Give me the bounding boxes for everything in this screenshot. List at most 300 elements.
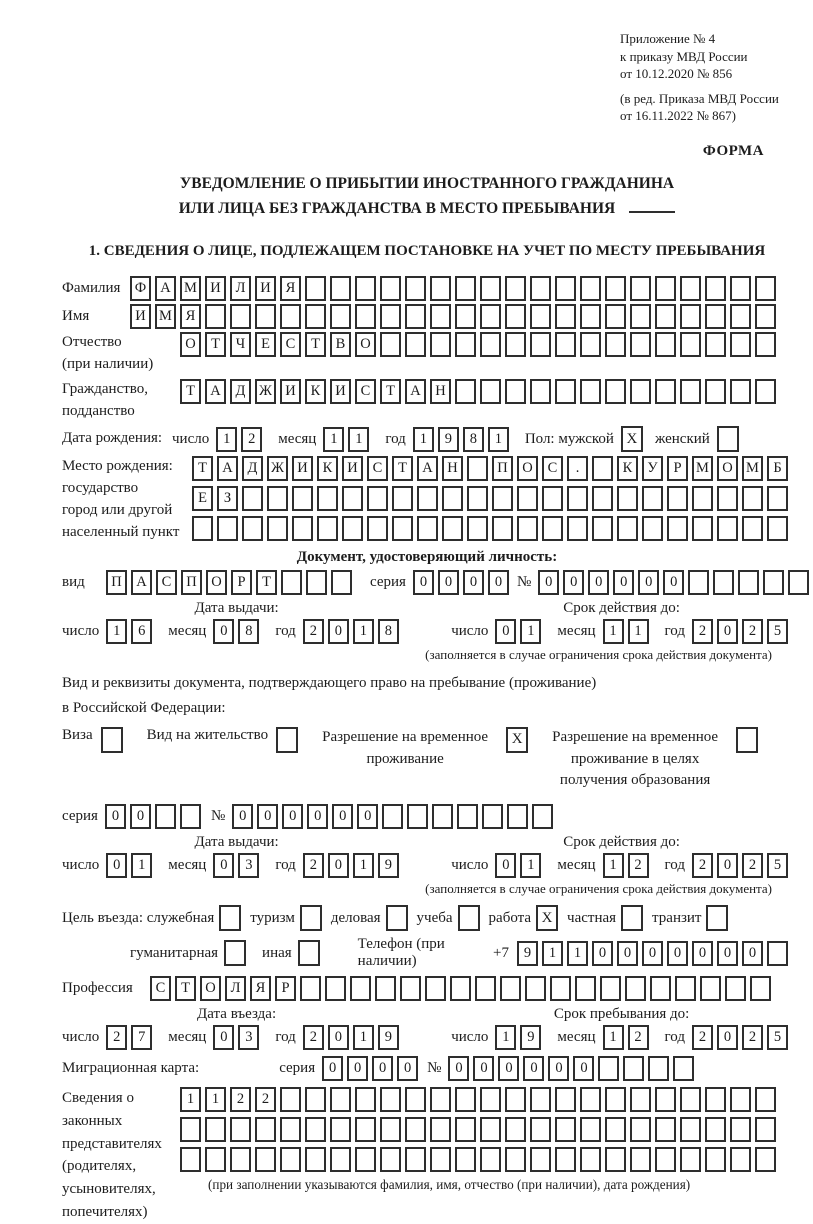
char-box[interactable] (400, 976, 421, 1001)
char-box[interactable] (605, 1087, 626, 1112)
char-box[interactable] (675, 976, 696, 1001)
char-box[interactable] (767, 516, 788, 541)
char-box[interactable] (642, 486, 663, 511)
char-box[interactable] (680, 304, 701, 329)
permit-valid-day-boxes[interactable] (495, 853, 545, 878)
char-box[interactable]: Д (242, 456, 263, 481)
char-box[interactable] (648, 1056, 669, 1081)
char-box[interactable] (480, 1117, 501, 1142)
stay-day-boxes[interactable] (495, 1025, 545, 1050)
char-box[interactable] (330, 1087, 351, 1112)
char-box[interactable]: 1 (353, 619, 374, 644)
char-box[interactable] (267, 486, 288, 511)
char-box[interactable] (755, 332, 776, 357)
char-box[interactable]: П (106, 570, 127, 595)
char-box[interactable]: 2 (692, 853, 713, 878)
char-box[interactable]: 5 (767, 619, 788, 644)
char-box[interactable] (417, 516, 438, 541)
char-box[interactable]: П (181, 570, 202, 595)
char-box[interactable] (205, 1147, 226, 1172)
char-box[interactable] (605, 332, 626, 357)
char-box[interactable] (730, 379, 751, 404)
char-box[interactable] (382, 804, 403, 829)
char-box[interactable] (330, 1117, 351, 1142)
doc-issue-day-boxes[interactable] (106, 619, 156, 644)
char-box[interactable]: Н (442, 456, 463, 481)
char-box[interactable] (405, 1147, 426, 1172)
char-box[interactable] (550, 976, 571, 1001)
char-box[interactable]: 8 (378, 619, 399, 644)
char-box[interactable]: 0 (106, 853, 127, 878)
char-box[interactable] (405, 276, 426, 301)
char-box[interactable]: 0 (130, 804, 151, 829)
char-box[interactable]: 8 (238, 619, 259, 644)
char-box[interactable] (742, 516, 763, 541)
char-box[interactable]: 0 (642, 941, 663, 966)
char-box[interactable]: И (342, 456, 363, 481)
char-box[interactable] (367, 486, 388, 511)
char-box[interactable]: Т (380, 379, 401, 404)
char-box[interactable] (417, 486, 438, 511)
char-box[interactable]: 2 (241, 427, 262, 452)
char-box[interactable]: М (180, 276, 201, 301)
char-box[interactable] (742, 486, 763, 511)
char-box[interactable]: 1 (520, 853, 541, 878)
char-box[interactable]: 9 (520, 1025, 541, 1050)
char-box[interactable]: 0 (717, 619, 738, 644)
char-box[interactable] (673, 1056, 694, 1081)
char-box[interactable] (755, 379, 776, 404)
char-box[interactable] (532, 804, 553, 829)
purpose-business-checkbox[interactable] (386, 905, 408, 931)
char-box[interactable] (457, 804, 478, 829)
char-box[interactable] (355, 1087, 376, 1112)
char-box[interactable] (555, 1117, 576, 1142)
char-box[interactable] (380, 1147, 401, 1172)
char-box[interactable] (280, 1087, 301, 1112)
char-box[interactable]: 1 (180, 1087, 201, 1112)
char-box[interactable] (380, 1117, 401, 1142)
char-box[interactable] (425, 976, 446, 1001)
char-box[interactable] (405, 332, 426, 357)
char-box[interactable] (480, 379, 501, 404)
char-box[interactable] (467, 516, 488, 541)
char-box[interactable] (292, 516, 313, 541)
char-box[interactable]: О (517, 456, 538, 481)
char-box[interactable]: 0 (573, 1056, 594, 1081)
char-box[interactable] (580, 1147, 601, 1172)
char-box[interactable]: 1 (520, 619, 541, 644)
char-box[interactable] (480, 276, 501, 301)
char-box[interactable]: 0 (717, 1025, 738, 1050)
birth-year-boxes[interactable] (413, 427, 513, 452)
char-box[interactable] (592, 516, 613, 541)
char-box[interactable] (492, 486, 513, 511)
char-box[interactable]: Т (180, 379, 201, 404)
char-box[interactable] (625, 976, 646, 1001)
char-box[interactable]: 0 (213, 619, 234, 644)
char-box[interactable]: 0 (413, 570, 434, 595)
permit-valid-year-boxes[interactable] (692, 853, 792, 878)
char-box[interactable]: 9 (517, 941, 538, 966)
char-box[interactable] (605, 379, 626, 404)
char-box[interactable]: 0 (397, 1056, 418, 1081)
char-box[interactable] (380, 276, 401, 301)
char-box[interactable] (700, 976, 721, 1001)
char-box[interactable]: 0 (717, 853, 738, 878)
char-box[interactable]: И (330, 379, 351, 404)
char-box[interactable] (592, 486, 613, 511)
char-box[interactable] (355, 1117, 376, 1142)
profession-boxes[interactable] (150, 976, 775, 1001)
char-box[interactable]: К (617, 456, 638, 481)
char-box[interactable] (730, 1147, 751, 1172)
char-box[interactable]: 2 (742, 853, 763, 878)
char-box[interactable] (255, 304, 276, 329)
char-box[interactable] (575, 976, 596, 1001)
char-box[interactable]: . (567, 456, 588, 481)
char-box[interactable] (482, 804, 503, 829)
char-box[interactable] (305, 1087, 326, 1112)
permit-issue-day-boxes[interactable] (106, 853, 156, 878)
char-box[interactable]: 1 (353, 853, 374, 878)
char-box[interactable]: 0 (213, 1025, 234, 1050)
char-box[interactable] (517, 486, 538, 511)
char-box[interactable] (355, 304, 376, 329)
char-box[interactable]: 1 (216, 427, 237, 452)
char-box[interactable] (580, 276, 601, 301)
char-box[interactable] (525, 976, 546, 1001)
char-box[interactable]: С (150, 976, 171, 1001)
char-box[interactable]: 0 (372, 1056, 393, 1081)
char-box[interactable] (542, 516, 563, 541)
char-box[interactable] (655, 1117, 676, 1142)
char-box[interactable]: 7 (131, 1025, 152, 1050)
char-box[interactable] (530, 276, 551, 301)
char-box[interactable] (505, 276, 526, 301)
residence-permit-checkbox[interactable] (276, 727, 298, 753)
char-box[interactable]: 0 (717, 941, 738, 966)
char-box[interactable]: А (155, 276, 176, 301)
char-box[interactable] (630, 1147, 651, 1172)
char-box[interactable]: 0 (438, 570, 459, 595)
char-box[interactable]: 2 (628, 1025, 649, 1050)
permit-series-boxes[interactable] (105, 804, 205, 829)
char-box[interactable]: 0 (488, 570, 509, 595)
char-box[interactable]: О (355, 332, 376, 357)
char-box[interactable] (530, 379, 551, 404)
char-box[interactable]: 2 (628, 853, 649, 878)
char-box[interactable]: Ж (267, 456, 288, 481)
char-box[interactable] (730, 1117, 751, 1142)
purpose-tourism-checkbox[interactable] (300, 905, 322, 931)
char-box[interactable] (713, 570, 734, 595)
char-box[interactable] (642, 516, 663, 541)
citizenship-boxes[interactable] (180, 379, 780, 404)
char-box[interactable]: 0 (663, 570, 684, 595)
char-box[interactable] (692, 516, 713, 541)
char-box[interactable]: 6 (131, 619, 152, 644)
doc-valid-year-boxes[interactable] (692, 619, 792, 644)
char-box[interactable] (530, 332, 551, 357)
char-box[interactable] (355, 1147, 376, 1172)
char-box[interactable] (325, 976, 346, 1001)
char-box[interactable] (380, 1087, 401, 1112)
char-box[interactable] (755, 276, 776, 301)
representatives-boxes-1[interactable] (180, 1087, 780, 1112)
char-box[interactable] (430, 332, 451, 357)
char-box[interactable] (567, 516, 588, 541)
char-box[interactable] (617, 486, 638, 511)
birth-month-boxes[interactable] (323, 427, 373, 452)
char-box[interactable]: 1 (628, 619, 649, 644)
purpose-work-checkbox[interactable]: X (536, 905, 558, 931)
char-box[interactable] (788, 570, 809, 595)
char-box[interactable] (430, 1117, 451, 1142)
char-box[interactable] (392, 486, 413, 511)
char-box[interactable] (180, 804, 201, 829)
char-box[interactable] (330, 276, 351, 301)
char-box[interactable]: Т (305, 332, 326, 357)
char-box[interactable] (655, 1147, 676, 1172)
char-box[interactable]: Я (180, 304, 201, 329)
char-box[interactable]: 1 (542, 941, 563, 966)
char-box[interactable]: Д (230, 379, 251, 404)
char-box[interactable] (655, 379, 676, 404)
permit-valid-month-boxes[interactable] (603, 853, 653, 878)
char-box[interactable] (242, 486, 263, 511)
char-box[interactable]: 5 (767, 1025, 788, 1050)
char-box[interactable]: М (742, 456, 763, 481)
char-box[interactable]: М (692, 456, 713, 481)
char-box[interactable]: 3 (238, 853, 259, 878)
char-box[interactable]: 1 (106, 619, 127, 644)
char-box[interactable] (750, 976, 771, 1001)
char-box[interactable]: П (492, 456, 513, 481)
char-box[interactable] (655, 304, 676, 329)
char-box[interactable] (705, 276, 726, 301)
char-box[interactable] (455, 1147, 476, 1172)
char-box[interactable]: 0 (448, 1056, 469, 1081)
char-box[interactable] (255, 1147, 276, 1172)
doc-valid-day-boxes[interactable] (495, 619, 545, 644)
char-box[interactable]: 0 (588, 570, 609, 595)
char-box[interactable] (480, 332, 501, 357)
char-box[interactable]: 0 (495, 853, 516, 878)
char-box[interactable] (605, 1117, 626, 1142)
char-box[interactable]: 0 (328, 619, 349, 644)
char-box[interactable]: О (717, 456, 738, 481)
char-box[interactable] (155, 804, 176, 829)
char-box[interactable]: О (206, 570, 227, 595)
char-box[interactable]: 0 (307, 804, 328, 829)
migcard-series-boxes[interactable] (322, 1056, 422, 1081)
char-box[interactable]: Е (192, 486, 213, 511)
char-box[interactable]: 0 (638, 570, 659, 595)
char-box[interactable] (281, 570, 302, 595)
char-box[interactable] (405, 1087, 426, 1112)
char-box[interactable] (755, 1147, 776, 1172)
phone-boxes[interactable] (517, 941, 792, 966)
representatives-boxes-2[interactable] (180, 1117, 780, 1142)
char-box[interactable] (430, 1087, 451, 1112)
char-box[interactable]: Ж (255, 379, 276, 404)
char-box[interactable] (292, 486, 313, 511)
stay-year-boxes[interactable] (692, 1025, 792, 1050)
char-box[interactable] (767, 486, 788, 511)
char-box[interactable]: 0 (498, 1056, 519, 1081)
char-box[interactable]: 0 (328, 853, 349, 878)
doc-kind-boxes[interactable] (106, 570, 356, 595)
char-box[interactable]: Ч (230, 332, 251, 357)
doc-number-boxes[interactable] (538, 570, 813, 595)
char-box[interactable] (763, 570, 784, 595)
char-box[interactable] (330, 304, 351, 329)
char-box[interactable] (530, 1117, 551, 1142)
char-box[interactable] (650, 976, 671, 1001)
char-box[interactable]: 2 (303, 619, 324, 644)
birthplace-boxes-2[interactable] (192, 486, 792, 511)
char-box[interactable] (505, 1117, 526, 1142)
char-box[interactable] (630, 379, 651, 404)
char-box[interactable] (755, 1087, 776, 1112)
char-box[interactable] (592, 456, 613, 481)
char-box[interactable] (667, 486, 688, 511)
char-box[interactable] (455, 332, 476, 357)
char-box[interactable] (705, 332, 726, 357)
char-box[interactable]: 2 (692, 619, 713, 644)
char-box[interactable]: 0 (495, 619, 516, 644)
char-box[interactable]: 0 (473, 1056, 494, 1081)
doc-issue-month-boxes[interactable] (213, 619, 263, 644)
char-box[interactable] (342, 516, 363, 541)
char-box[interactable] (692, 486, 713, 511)
char-box[interactable] (580, 379, 601, 404)
char-box[interactable]: 0 (213, 853, 234, 878)
char-box[interactable]: 0 (463, 570, 484, 595)
char-box[interactable] (705, 1117, 726, 1142)
char-box[interactable] (280, 304, 301, 329)
entry-day-boxes[interactable] (106, 1025, 156, 1050)
char-box[interactable] (630, 1087, 651, 1112)
char-box[interactable] (505, 379, 526, 404)
char-box[interactable] (505, 1087, 526, 1112)
char-box[interactable]: Я (280, 276, 301, 301)
char-box[interactable]: А (205, 379, 226, 404)
char-box[interactable] (688, 570, 709, 595)
char-box[interactable]: И (280, 379, 301, 404)
sex-male-checkbox[interactable]: X (621, 426, 643, 452)
char-box[interactable] (580, 304, 601, 329)
char-box[interactable] (505, 304, 526, 329)
char-box[interactable] (317, 486, 338, 511)
char-box[interactable]: А (405, 379, 426, 404)
char-box[interactable]: 0 (592, 941, 613, 966)
char-box[interactable]: И (292, 456, 313, 481)
char-box[interactable]: 0 (548, 1056, 569, 1081)
char-box[interactable]: 0 (282, 804, 303, 829)
char-box[interactable] (455, 276, 476, 301)
char-box[interactable] (717, 486, 738, 511)
char-box[interactable] (217, 516, 238, 541)
char-box[interactable] (442, 486, 463, 511)
migcard-number-boxes[interactable] (448, 1056, 698, 1081)
patronymic-boxes[interactable] (180, 332, 780, 357)
sex-female-checkbox[interactable] (717, 426, 739, 452)
permit-issue-year-boxes[interactable] (303, 853, 403, 878)
char-box[interactable] (355, 276, 376, 301)
char-box[interactable] (667, 516, 688, 541)
char-box[interactable]: З (217, 486, 238, 511)
char-box[interactable] (442, 516, 463, 541)
char-box[interactable] (567, 486, 588, 511)
char-box[interactable]: 0 (617, 941, 638, 966)
char-box[interactable]: Н (430, 379, 451, 404)
char-box[interactable] (180, 1117, 201, 1142)
entry-year-boxes[interactable] (303, 1025, 403, 1050)
char-box[interactable] (655, 276, 676, 301)
char-box[interactable] (367, 516, 388, 541)
char-box[interactable] (305, 1117, 326, 1142)
char-box[interactable] (305, 1147, 326, 1172)
char-box[interactable]: Р (231, 570, 252, 595)
char-box[interactable]: 2 (230, 1087, 251, 1112)
purpose-transit-checkbox[interactable] (706, 905, 728, 931)
char-box[interactable] (455, 379, 476, 404)
char-box[interactable] (405, 1117, 426, 1142)
stay-month-boxes[interactable] (603, 1025, 653, 1050)
char-box[interactable]: С (355, 379, 376, 404)
char-box[interactable]: Л (230, 276, 251, 301)
char-box[interactable]: 0 (332, 804, 353, 829)
char-box[interactable] (630, 1117, 651, 1142)
visa-checkbox[interactable] (101, 727, 123, 753)
char-box[interactable]: Я (250, 976, 271, 1001)
char-box[interactable]: 1 (353, 1025, 374, 1050)
birthplace-boxes-3[interactable] (192, 516, 792, 541)
char-box[interactable] (725, 976, 746, 1001)
char-box[interactable] (730, 1087, 751, 1112)
char-box[interactable] (630, 332, 651, 357)
char-box[interactable]: 0 (667, 941, 688, 966)
char-box[interactable] (555, 304, 576, 329)
char-box[interactable] (655, 1087, 676, 1112)
char-box[interactable] (630, 304, 651, 329)
entry-month-boxes[interactable] (213, 1025, 263, 1050)
char-box[interactable] (480, 1087, 501, 1112)
char-box[interactable]: А (217, 456, 238, 481)
lastname-boxes[interactable] (130, 276, 780, 301)
char-box[interactable] (500, 976, 521, 1001)
char-box[interactable]: 1 (205, 1087, 226, 1112)
char-box[interactable]: Т (392, 456, 413, 481)
char-box[interactable] (280, 1117, 301, 1142)
char-box[interactable]: М (155, 304, 176, 329)
char-box[interactable] (555, 332, 576, 357)
char-box[interactable]: 2 (742, 1025, 763, 1050)
char-box[interactable] (730, 304, 751, 329)
char-box[interactable] (455, 304, 476, 329)
char-box[interactable]: С (542, 456, 563, 481)
temp-residence-edu-checkbox[interactable] (736, 727, 758, 753)
char-box[interactable] (542, 486, 563, 511)
char-box[interactable] (380, 332, 401, 357)
char-box[interactable] (507, 804, 528, 829)
char-box[interactable] (705, 1087, 726, 1112)
char-box[interactable] (505, 1147, 526, 1172)
char-box[interactable]: 0 (232, 804, 253, 829)
char-box[interactable]: 1 (488, 427, 509, 452)
